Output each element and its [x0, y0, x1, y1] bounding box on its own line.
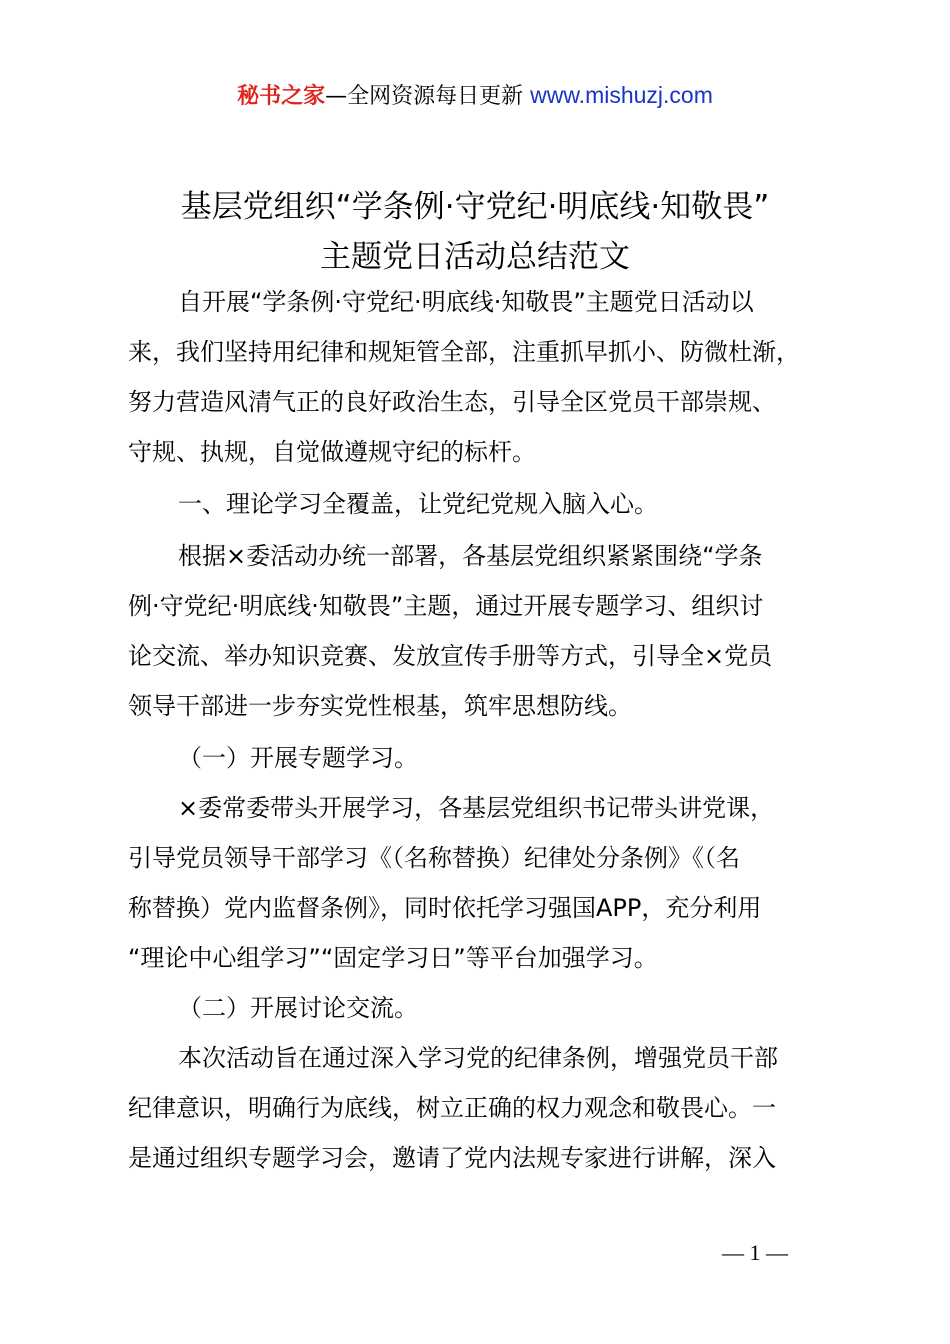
- body-line: 来，我们坚持用纪律和规矩管全部，注重抓早抓小、防微杜渐，: [128, 338, 800, 366]
- page-number: — 1 —: [722, 1240, 788, 1265]
- header-tagline: —全网资源每日更新: [325, 84, 524, 109]
- body-line: 论交流、举办知识竞赛、发放宣传手册等方式，引导全×党员: [128, 642, 773, 670]
- site-watermark-header: [0, 78, 950, 114]
- body-line: 引导党员领导干部学习《（名称替换）纪律处分条例》《（名: [128, 844, 740, 872]
- body-line: 自开展“学条例·守党纪·明底线·知敬畏”主题党日活动以: [178, 288, 754, 316]
- body-line: 努力营造风清气正的良好政治生态，引导全区党员干部崇规、: [128, 388, 776, 416]
- body-line: 纪律意识，明确行为底线，树立正确的权力观念和敬畏心。一: [128, 1094, 776, 1122]
- subsection-heading: （一）开展专题学习。: [178, 744, 418, 772]
- body-line: “理论中心组学习”“固定学习日”等平台加强学习。: [128, 944, 658, 972]
- body-line: 守规、执规，自觉做遵规守纪的标杆。: [128, 438, 536, 466]
- body-line: 称替换）党内监督条例》，同时依托学习强国APP，充分利用: [128, 894, 762, 922]
- subsection-heading: （二）开展讨论交流。: [178, 994, 418, 1022]
- body-line: 本次活动旨在通过深入学习党的纪律条例，增强党员干部: [178, 1044, 778, 1072]
- body-line: 是通过组织专题学习会，邀请了党内法规专家进行讲解，深入: [128, 1144, 776, 1172]
- body-line: 例·守党纪·明底线·知敬畏”主题，通过开展专题学习、组织讨: [128, 592, 764, 620]
- document-title-line-1: 基层党组织“学条例·守党纪·明底线·知敬畏”: [180, 189, 770, 225]
- section-heading: 一、理论学习全覆盖，让党纪党规入脑入心。: [178, 490, 658, 518]
- body-line: 领导干部进一步夯实党性根基，筑牢思想防线。: [128, 692, 632, 720]
- site-url: www.mishuzj.com: [530, 82, 713, 108]
- document-title-line-2: 主题党日活动总结范文: [320, 239, 630, 275]
- body-line: ×委常委带头开展学习，各基层党组织书记带头讲党课，: [178, 794, 775, 822]
- body-line: 根据×委活动办统一部署，各基层党组织紧紧围绕“学条: [178, 542, 763, 570]
- brand-name: 秘书之家: [237, 84, 326, 109]
